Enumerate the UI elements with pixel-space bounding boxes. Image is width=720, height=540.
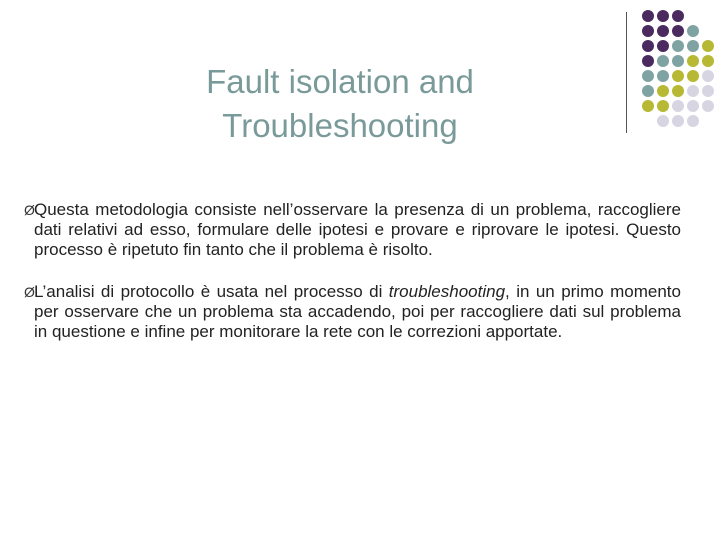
arrow-bullet-icon: Ø (24, 202, 35, 218)
bullet-text-container (34, 200, 681, 260)
decor-dot (687, 40, 699, 52)
decor-dot (657, 10, 669, 22)
decor-dot (642, 55, 654, 67)
decor-dot (702, 85, 714, 97)
decor-dot (687, 70, 699, 82)
decor-dot (687, 85, 699, 97)
bullet-text-italic: troubleshooting (388, 282, 506, 301)
decor-dot (702, 55, 714, 67)
bullet-text-container (34, 282, 681, 342)
title-line-2: Troubleshooting (222, 107, 458, 144)
bullet-item (24, 282, 684, 342)
decor-dot (672, 100, 684, 112)
decorative-dot-grid (640, 10, 720, 120)
decor-dot (672, 85, 684, 97)
decor-dot (642, 70, 654, 82)
bullet-text-content: Questa metodologia consiste nell’osservare la presenza di un problema, raccogliere dati relativi ad esso, formulare delle ipotesi e provare e riprovare le ipotesi. Questo processo è ripetuto fin tanto che il problema è risolto. (34, 200, 681, 259)
decor-dot (672, 55, 684, 67)
decor-dot (657, 70, 669, 82)
bullet-text (34, 282, 681, 342)
decor-dot (657, 55, 669, 67)
decor-dot (657, 40, 669, 52)
decor-dot (642, 85, 654, 97)
decor-dot (642, 10, 654, 22)
bullet-text-after: , in un primo momento per osservare che un problema sta accadendo, poi per raccogliere dati sul problema in questione e infine per monitorare la rete con le correzioni apportate. (34, 282, 681, 341)
decor-dot (657, 25, 669, 37)
decor-dot (642, 100, 654, 112)
decor-dot (672, 115, 684, 127)
decor-dot (702, 70, 714, 82)
decor-dot (687, 115, 699, 127)
decor-dot (672, 10, 684, 22)
title-line-1: Fault isolation and (206, 63, 474, 100)
decor-dot (657, 100, 669, 112)
bullet-item (24, 200, 684, 260)
decor-dot (702, 100, 714, 112)
decor-dot (687, 55, 699, 67)
decor-dot (657, 85, 669, 97)
decorative-vertical-line (626, 12, 627, 133)
decor-dot (702, 40, 714, 52)
decor-dot (687, 25, 699, 37)
decor-dot (672, 40, 684, 52)
slide-title (140, 60, 540, 148)
bullet-list (24, 200, 684, 364)
decor-dot (672, 25, 684, 37)
bullet-text-before: L’analisi di protocollo è usata nel processo di (34, 282, 389, 301)
decor-dot (687, 100, 699, 112)
decor-dot (657, 115, 669, 127)
arrow-bullet-icon: Ø (24, 284, 35, 300)
bullet-text (34, 200, 681, 260)
decor-dot (672, 70, 684, 82)
decor-dot (642, 25, 654, 37)
decor-dot (642, 40, 654, 52)
